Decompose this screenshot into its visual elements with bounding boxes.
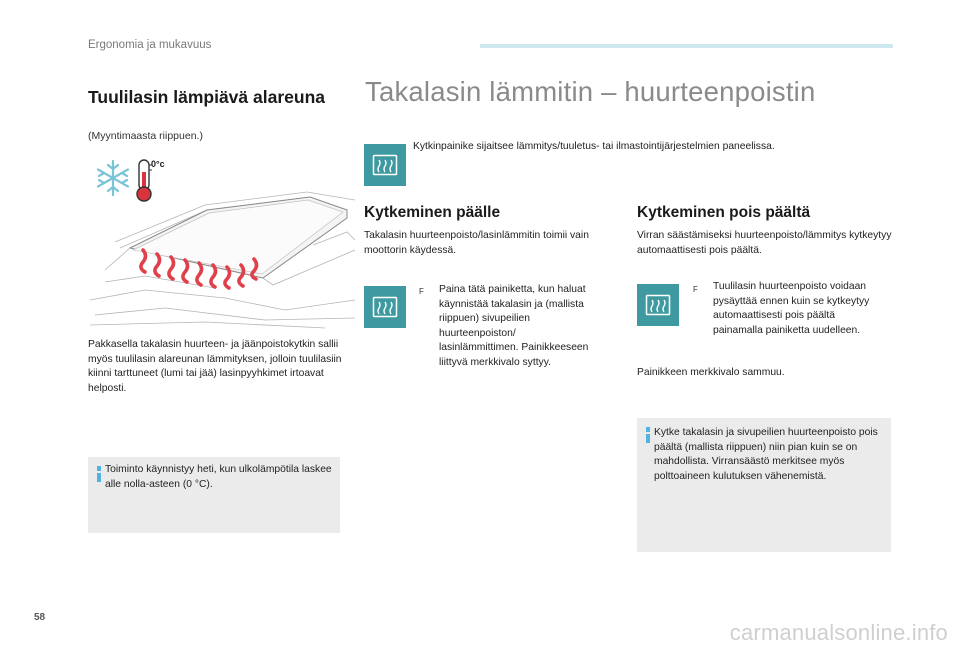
page-number: 58: [34, 612, 46, 623]
header-divider: [480, 44, 893, 48]
bullet-arrow-icon: F: [419, 287, 424, 296]
info-note-left: [88, 457, 340, 533]
left-section-title: Tuulilasin lämpiävä alareuna: [88, 87, 325, 107]
rear-defrost-button-icon: [364, 286, 406, 328]
left-section-subtitle: (Myyntimaasta riippuen.): [88, 130, 203, 142]
info-note-right: [637, 418, 891, 552]
heading-switch-off: Kytkeminen pois päältä: [637, 204, 811, 221]
note-text: Toiminto käynnistyy heti, kun ulkolämpötila laskee alle nolla-asteen (0 °C).: [105, 464, 332, 490]
switch-off-bullet: Tuulilasin huurteenpoisto voidaan pysäyttää ennen kuin se kytkeytyy automaattisesti pois päältä painamalla painiketta uudelleen.: [713, 281, 870, 336]
switch-on-paragraph: Takalasin huurteenpoisto/lasinlämmitin toimii vain moottorin käydessä.: [364, 230, 589, 256]
bullet-arrow-icon: F: [693, 285, 698, 294]
heading-switch-on: Kytkeminen päälle: [364, 204, 501, 221]
switch-off-after: Painikkeen merkkivalo sammuu.: [637, 367, 785, 378]
snowflake-icon: [98, 161, 128, 195]
page-title: Takalasin lämmitin – huurteenpoistin: [365, 76, 816, 107]
section-header: Ergonomia ja mukavuus: [88, 39, 212, 51]
info-marker-icon: [646, 427, 650, 445]
note-text: Kytke takalasin ja sivupeilien huurteenpoisto pois päältä (mallista riippuen) niin pian kuin se on mahdollista. Virransäästö merkitsee myös polttoaineen kulutuksen vähenemistä.: [654, 427, 878, 482]
watermark: carmanualsonline.info: [729, 620, 948, 645]
thermometer-icon: [137, 160, 152, 201]
temperature-label: 0°c: [151, 159, 165, 169]
left-paragraph: Pakkasella takalasin huurteen- ja jäänpoistokytkin sallii myös tuulilasin alareunan lämmityksen, jolloin tuulilasiin kiinni tarttuneet (lumi tai jää) lasinpyyhkimet irtoavat helposti.: [88, 339, 342, 394]
rear-defrost-button-icon: [637, 284, 679, 326]
info-marker-icon: [97, 466, 101, 484]
switch-off-paragraph: Virran säästämiseksi huurteenpoisto/lämmitys kytkeytyy automaattisesti pois päältä.: [637, 230, 892, 256]
windscreen-illustration: [85, 150, 360, 330]
intro-text: Kytkinpainike sijaitsee lämmitys/tuuletus- tai ilmastointijärjestelmien paneelissa.: [413, 141, 775, 152]
rear-defrost-button-icon: [364, 144, 406, 186]
switch-on-bullet: Paina tätä painiketta, kun haluat käynnistää takalasin ja (mallista riippuen) sivupeilien huurteenpoiston/ lasinlämmittimen. Painikkeeseen liittyvä merkkivalo syttyy.: [439, 284, 589, 368]
